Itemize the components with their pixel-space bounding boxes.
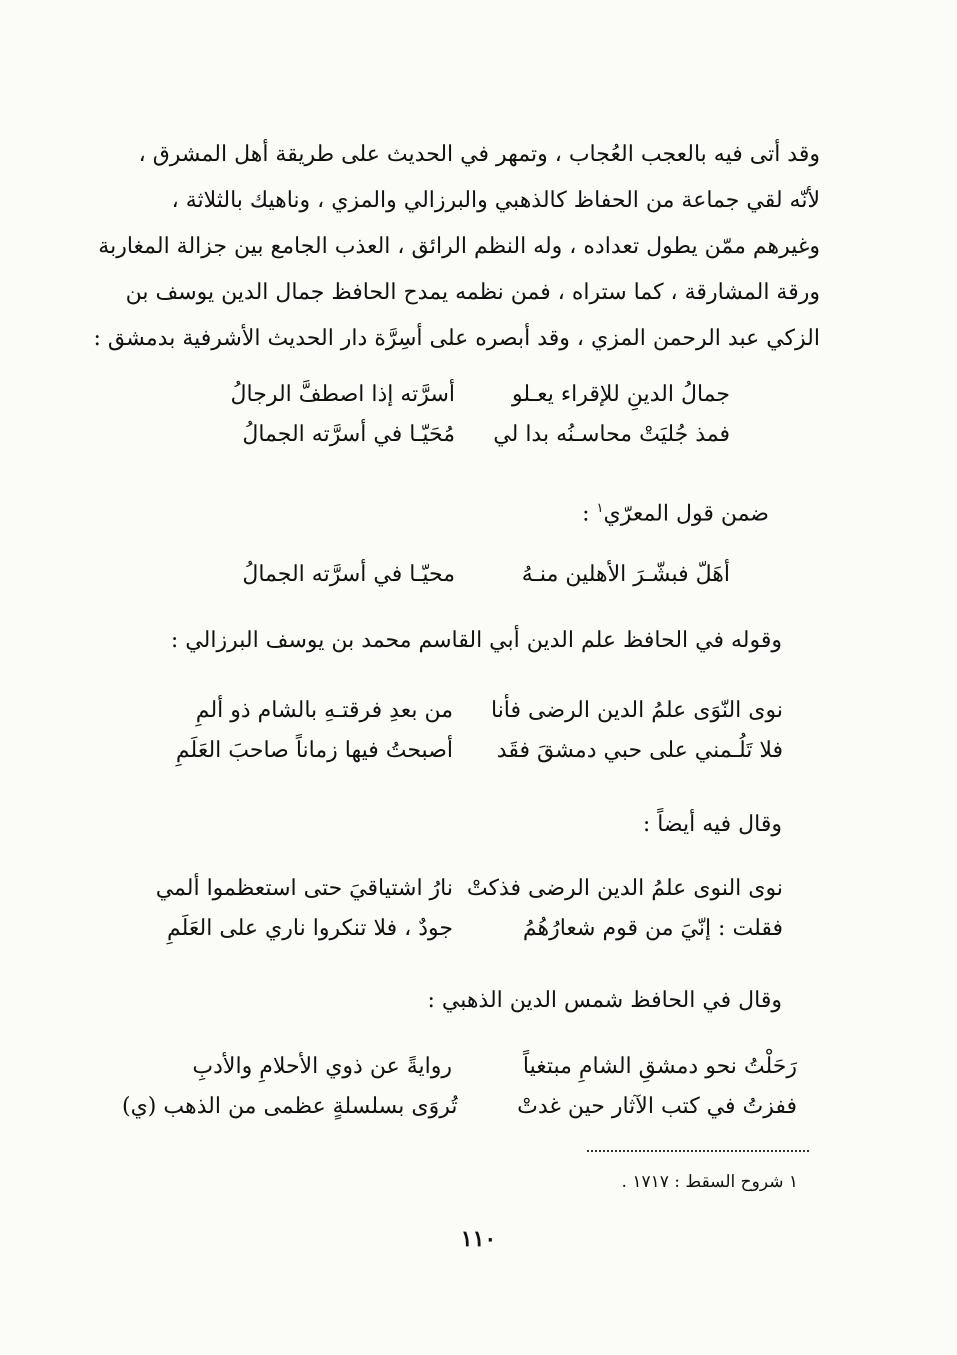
verse-first-hemistich: أهَلّ فبشّـرَ الأهلين منـهُ: [521, 561, 730, 587]
verse-second-hemistich: أسرَّته إذا اصطفَّ الرجالُ: [230, 381, 455, 407]
verse-line: [138, 908, 783, 948]
prose-paragraph: [93, 132, 820, 362]
intro-punctuation: :: [582, 501, 597, 527]
verse-second-hemistich: تُروَى بسلسلةٍ عظمى من الذهب (ي): [122, 1093, 458, 1119]
verse-introduction: [582, 494, 769, 529]
poem-verses: [138, 868, 783, 948]
verse-first-hemistich: رَحَلْتُ نحو دمشقِ الشامِ مبتغياً: [522, 1053, 797, 1079]
verse-first-hemistich: نوى النّوَى علمُ الدين الرضى فأنا: [490, 697, 783, 723]
verse-line: [196, 414, 730, 454]
page-number: ١١٠: [460, 1226, 497, 1252]
verse-line: [196, 554, 730, 594]
intro-text: ضمن قول المعرّي: [603, 501, 769, 527]
verse-line: [122, 1046, 797, 1086]
verse-second-hemistich: روايةً عن ذوي الأحلامِ والأدبِ: [192, 1053, 452, 1079]
poem-verses: [196, 554, 730, 594]
verse-line: [138, 868, 783, 908]
verse-introduction: وقوله في الحافظ علم الدين أبي القاسم محمد بن يوسف البرزالي :: [170, 628, 782, 653]
prose-line: وغيرهم ممّن يطول تعداده ، وله النظم الرائق ، العذب الجامع بين جزالة المغاربة: [98, 234, 820, 259]
verse-second-hemistich: من بعدِ فرقتـهِ بالشام ذو ألمِ: [195, 697, 453, 723]
verse-second-hemistich: نارُ اشتياقيَ حتى استعظموا ألمي: [155, 875, 453, 901]
verse-introduction: وقال فيه أيضاً :: [642, 812, 782, 837]
footnote-divider: [587, 1150, 809, 1152]
footnote-reference: ١: [596, 501, 604, 516]
verse-first-hemistich: فمذ جُليَتْ محاسـنُه بدا لي: [493, 421, 730, 447]
poem-verses: [122, 1046, 797, 1126]
verse-first-hemistich: ففزتُ في كتب الآثار حين غدتْ: [517, 1093, 797, 1119]
verse-first-hemistich: نوى النوى علمُ الدين الرضى فذكتْ: [466, 875, 783, 901]
prose-line: الزكي عبد الرحمن المزي ، وقد أبصره على أسِرَّة دار الحديث الأشرفية بدمشق :: [93, 326, 820, 351]
poem-verses: [138, 690, 783, 770]
prose-line: وقد أتى فيه بالعجب العُجاب ، وتمهر في الحديث على طريقة أهل المشرق ،: [138, 142, 820, 167]
verse-first-hemistich: فقلت : إنّيَ من قوم شعارُهُمُ: [522, 915, 783, 941]
verse-second-hemistich: جودٌ ، فلا تنكروا ناري على العَلَمِ: [166, 915, 453, 941]
verse-second-hemistich: مُحَيّـا في أسرَّته الجمالُ: [242, 421, 455, 447]
prose-line: ورقة المشارقة ، كما ستراه ، فمن نظمه يمدح الحافظ جمال الدين يوسف بن: [125, 280, 820, 305]
verse-line: [138, 690, 783, 730]
verse-line: [122, 1086, 797, 1126]
verse-first-hemistich: جمالُ الدينِ للإقراء يعـلو: [512, 381, 730, 407]
verse-line: [138, 730, 783, 770]
verse-introduction: وقال في الحافظ شمس الدين الذهبي :: [427, 988, 782, 1013]
verse-first-hemistich: فلا تَلُـمني على حبي دمشقَ فقَد: [496, 737, 783, 763]
poem-verses: [196, 374, 730, 454]
footnote: ١ شروح السقط : ١٧١٧ .: [621, 1172, 798, 1192]
prose-line: لأنّه لقي جماعة من الحفاظ كالذهبي والبرزالي والمزي ، وناهيك بالثلاثة ،: [171, 188, 820, 213]
verse-second-hemistich: أصبحتُ فيها زماناً صاحبَ العَلَمِ: [175, 737, 453, 763]
verse-line: [196, 374, 730, 414]
verse-second-hemistich: محيّـا في أسرَّته الجمالُ: [242, 561, 455, 587]
